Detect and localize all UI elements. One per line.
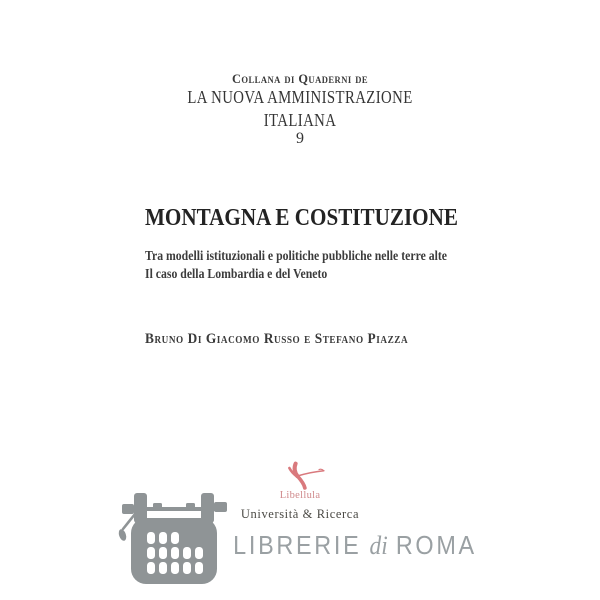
series-name-line2: ITALIANA [263,110,337,130]
series-volume-number: 9 [296,130,304,147]
watermark-di: di [369,531,388,560]
series-name-line1: LA NUOVA AMMINISTRAZIONE [187,87,413,107]
book-subtitle-line2: Il caso della Lombardia e del Veneto [145,267,328,282]
book-title: MONTAGNA E COSTITUZIONE [145,205,458,231]
publisher-tagline: Università & Ricerca [240,507,360,521]
book-authors: Bruno Di Giacomo Russo e Stefano Piazza [145,331,409,347]
series-collana: Collana di Quaderni de [231,71,369,86]
bookstore-watermark [233,530,477,561]
typewriter-icon [116,486,236,588]
book-subtitle-line1: Tra modelli istituzionali e politiche pubbliche nelle terre alte [145,249,448,264]
watermark-librerie: LIBRERIE [233,530,362,560]
publisher-name: Libellula [279,490,321,501]
watermark-roma: ROMA [395,530,477,560]
dragonfly-icon [272,461,328,491]
